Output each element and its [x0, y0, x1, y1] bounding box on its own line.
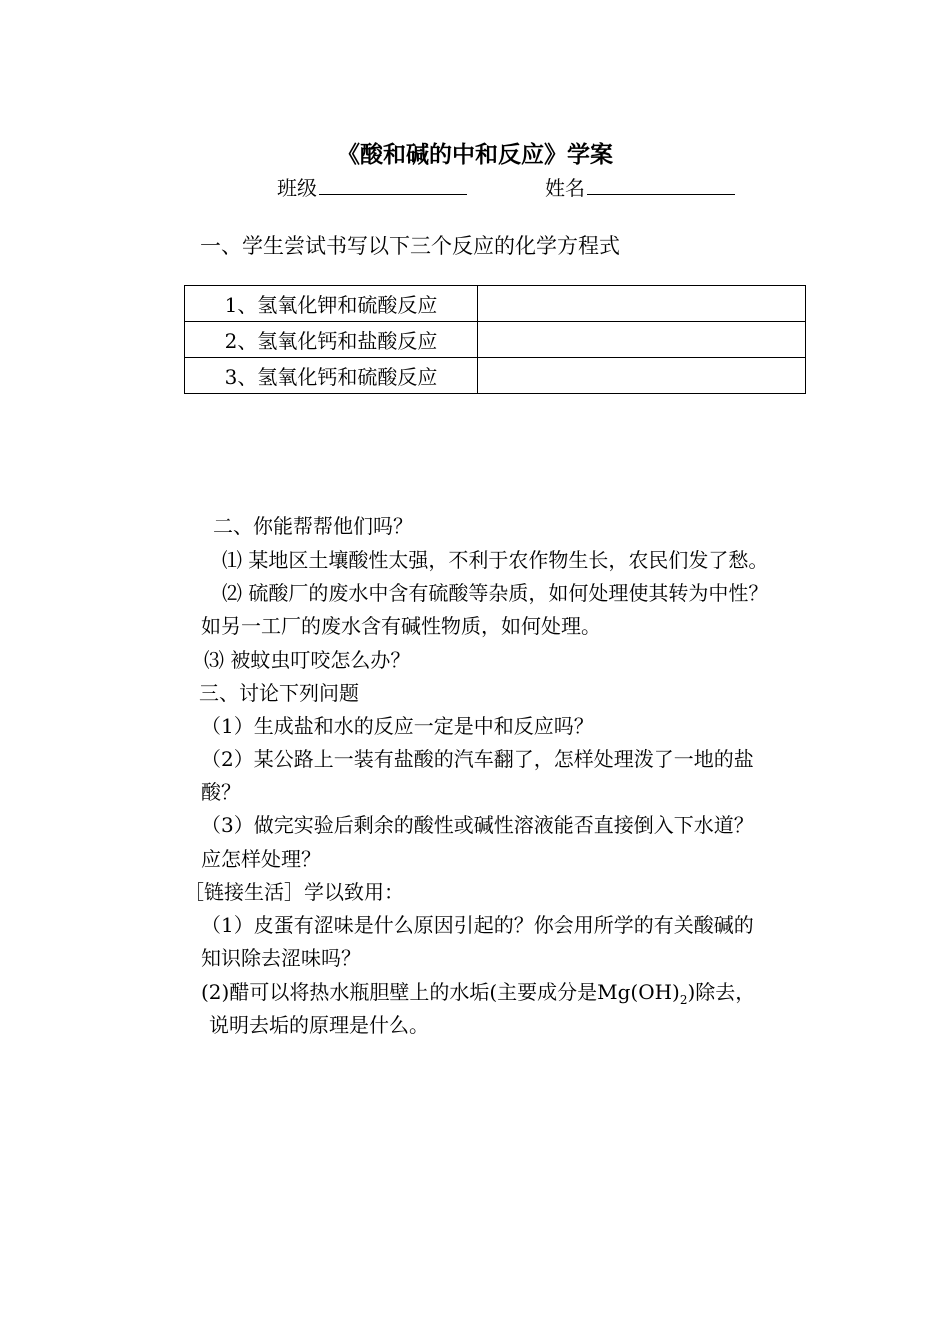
class-label: 班级 — [277, 176, 317, 200]
reaction-label: 2、氢氧化钙和盐酸反应 — [185, 322, 478, 358]
name-label: 姓名 — [545, 176, 585, 200]
question-line: （3）做完实验后剩余的酸性或碱性溶液能否直接倒入下水道？ — [201, 813, 754, 837]
section-3-heading: 三、讨论下列问题 — [199, 681, 359, 705]
question-line: （1）皮蛋有涩味是什么原因引起的？你会用所学的有关酸碱的 — [201, 913, 754, 937]
formula-text-end: )除去， — [687, 980, 756, 1004]
section-1-heading: 一、学生尝试书写以下三个反应的化学方程式 — [200, 234, 620, 258]
equation-answer-cell[interactable] — [478, 322, 806, 358]
equation-answer-cell[interactable] — [478, 358, 806, 394]
question-line — [201, 976, 755, 1007]
class-blank[interactable] — [319, 176, 467, 195]
link-life-heading: ［链接生活］学以致用： — [184, 880, 404, 904]
formula-text: (2)醋可以将热水瓶胆壁上的水垢(主要成分是Mg(OH) — [201, 980, 680, 1004]
table-row — [185, 286, 806, 322]
question-line: 应怎样处理？ — [201, 847, 321, 871]
name-blank[interactable] — [587, 176, 735, 195]
question-line: ⑴ 某地区土壤酸性太强，不利于农作物生长，农民们发了愁。 — [222, 548, 769, 572]
equation-answer-cell[interactable] — [478, 286, 806, 322]
table-row — [185, 358, 806, 394]
question-line: 酸？ — [201, 780, 241, 804]
table-row — [185, 322, 806, 358]
reaction-label: 3、氢氧化钙和硫酸反应 — [185, 358, 478, 394]
question-line: 说明去垢的原理是什么。 — [209, 1013, 429, 1037]
section-2-heading: 二、你能帮帮他们吗？ — [213, 514, 413, 538]
page-title: 《酸和碱的中和反应》学案 — [337, 141, 613, 168]
equation-table — [184, 285, 806, 394]
question-line: 知识除去涩味吗？ — [201, 946, 361, 970]
question-line: （1）生成盐和水的反应一定是中和反应吗？ — [201, 714, 594, 738]
formula-subscript: 2 — [679, 993, 688, 1007]
reaction-label: 1、氢氧化钾和硫酸反应 — [185, 286, 478, 322]
name-field — [545, 172, 735, 201]
question-line: 如另一工厂的废水含有碱性物质，如何处理。 — [201, 614, 601, 638]
question-line: ⑵ 硫酸厂的废水中含有硫酸等杂质，如何处理使其转为中性？ — [222, 581, 769, 605]
question-line: ⑶ 被蚊虫叮咬怎么办？ — [204, 648, 411, 672]
question-line: （2）某公路上一装有盐酸的汽车翻了，怎样处理泼了一地的盐 — [201, 747, 754, 771]
class-field — [277, 172, 467, 201]
